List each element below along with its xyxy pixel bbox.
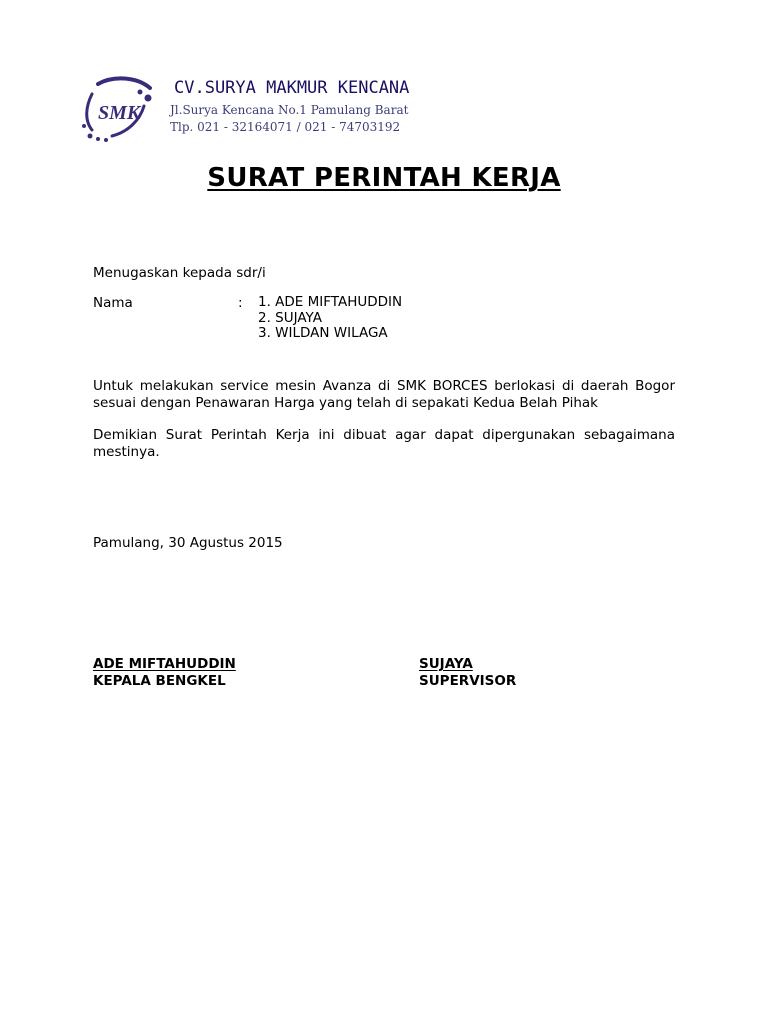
name-label: Nama	[93, 295, 133, 311]
signatory-name-left: ADE MIFTAHUDDIN	[93, 656, 236, 672]
smk-logo-icon	[78, 76, 160, 142]
assignee-item: 1. ADE MIFTAHUDDIN	[258, 294, 403, 310]
signatory-role-left: KEPALA BENGKEL	[93, 673, 226, 689]
company-phone: Tlp. 021 - 32164071 / 021 - 74703192	[170, 120, 401, 134]
assignee-item: 3. WILDAN WILAGA	[258, 325, 388, 341]
company-logo	[78, 76, 160, 142]
assignee-list	[258, 295, 402, 342]
place-date: Pamulang, 30 Agustus 2015	[93, 535, 283, 551]
document-title: SURAT PERINTAH KERJA	[207, 163, 561, 193]
company-address: Jl.Surya Kencana No.1 Pamulang Barat	[170, 103, 409, 117]
signatory-name-right: SUJAYA	[419, 656, 473, 672]
company-name: CV.SURYA MAKMUR KENCANA	[174, 78, 410, 98]
intro-text: Menugaskan kepada sdr/i	[93, 265, 266, 281]
task-paragraph: Untuk melakukan service mesin Avanza di SMK BORCES berlokasi di daerah Bogor sesuai dengan Penawaran Harga yang telah di sepakati Kedua Belah Pihak	[93, 378, 675, 411]
signatory-role-right: SUPERVISOR	[419, 673, 517, 689]
name-colon: :	[238, 295, 243, 311]
logo-text: SMK	[98, 102, 141, 124]
assignee-item: 2. SUJAYA	[258, 309, 322, 326]
closing-paragraph: Demikian Surat Perintah Kerja ini dibuat agar dapat dipergunakan sebagaimana mestinya.	[93, 427, 675, 460]
